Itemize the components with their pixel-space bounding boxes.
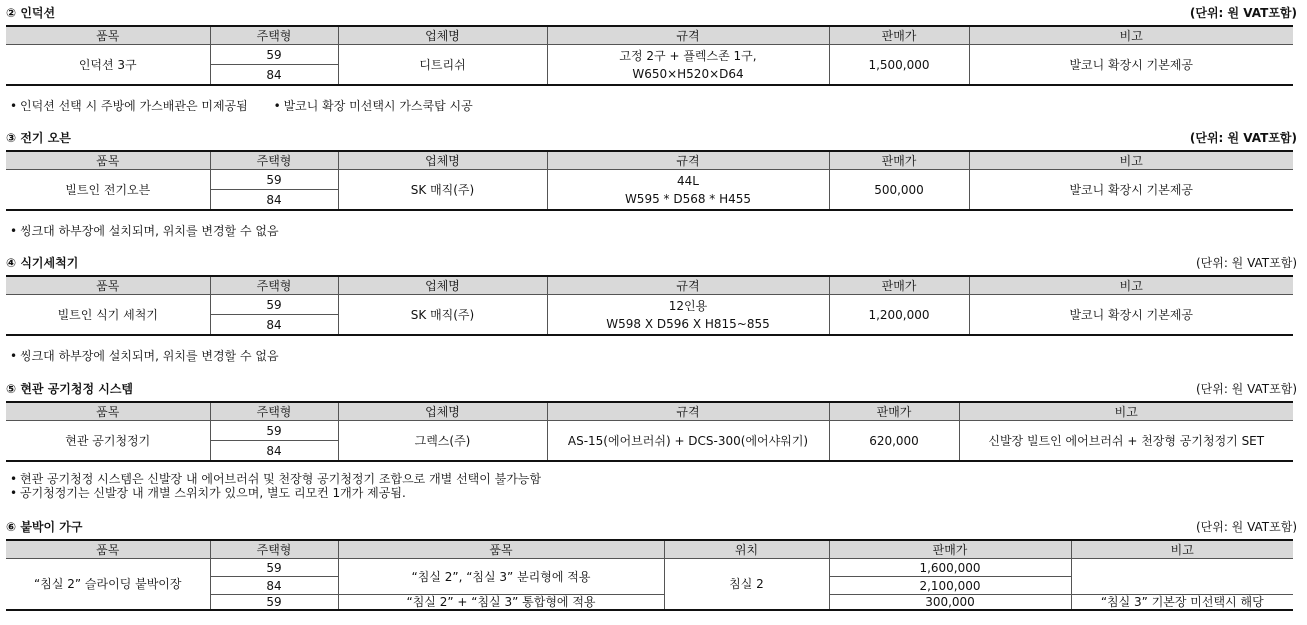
note-item — [10, 224, 279, 238]
unit-label: (단위: 원 VAT포함) — [1195, 255, 1297, 270]
col-header: 주택형 — [210, 276, 338, 295]
type-cell: 59 — [210, 170, 338, 190]
unit-label: (단위: 원 VAT포함) — [1195, 519, 1297, 534]
item-cell: 인덕션 3구 — [6, 45, 210, 86]
table-row — [6, 559, 1293, 577]
induction-table — [6, 25, 1293, 86]
spec-cell: AS-15(에어브러쉬) + DCS-300(에어샤워기) — [547, 421, 829, 462]
col-header: 품목 — [6, 151, 210, 170]
col-header: 비고 — [1071, 540, 1293, 559]
section-dishwasher-header — [6, 254, 1297, 270]
remark-cell — [1071, 559, 1293, 595]
price-cell: 620,000 — [829, 421, 959, 462]
table-header-row — [6, 151, 1293, 170]
section-oven-header — [6, 129, 1297, 145]
col-header: 규격 — [547, 26, 829, 45]
unit-label: (단위: 원 VAT포함) — [1195, 381, 1297, 396]
remark-cell: 신발장 빌트인 에어브러쉬 + 천장형 공기청정기 SET — [959, 421, 1293, 462]
section-airpurifier-header — [6, 380, 1297, 396]
table-row — [6, 421, 1293, 441]
col-header: 업체명 — [338, 276, 547, 295]
col-header: 비고 — [959, 402, 1293, 421]
item-cell: 빌트인 전기오븐 — [6, 170, 210, 211]
remark-cell: 발코니 확장시 기본제공 — [969, 45, 1293, 86]
section-notes — [10, 472, 541, 500]
note-text: 발코니 확장 미선택시 가스쿡탑 시공 — [283, 99, 473, 113]
type-cell: 59 — [210, 559, 338, 577]
spec-cell — [547, 295, 829, 336]
price-cell: 1,200,000 — [829, 295, 969, 336]
bullet-icon: • — [10, 224, 18, 238]
furniture-table — [6, 539, 1293, 611]
table-header-row — [6, 540, 1293, 559]
item-cell: “침실 2” 슬라이딩 붙박이장 — [6, 559, 210, 611]
col-header: 업체명 — [338, 26, 547, 45]
company-cell: 그렉스(주) — [338, 421, 547, 462]
col-header: 위치 — [664, 540, 829, 559]
airpurifier-table — [6, 401, 1293, 462]
section-induction-header — [6, 4, 1297, 20]
remark-cell: 발코니 확장시 기본제공 — [969, 170, 1293, 211]
col-header: 품목 — [338, 540, 664, 559]
type-cell: 84 — [210, 315, 338, 336]
note-item — [10, 99, 248, 113]
table-header-row — [6, 276, 1293, 295]
item-cell: 현관 공기청정기 — [6, 421, 210, 462]
type-cell: 84 — [210, 65, 338, 86]
spec-line: W598 X D596 X H815~855 — [606, 316, 770, 331]
type-cell: 84 — [210, 441, 338, 462]
col-header: 품목 — [6, 26, 210, 45]
table-header-row — [6, 402, 1293, 421]
company-cell: SK 매직(주) — [338, 170, 547, 211]
spec-cell — [547, 170, 829, 211]
spec-line: W650×H520×D64 — [632, 66, 744, 81]
table-row — [6, 170, 1293, 190]
unit-label: (단위: 원 VAT포함) — [1189, 130, 1297, 145]
note-text: 씽크대 하부장에 설치되며, 위치를 변경할 수 없음 — [20, 349, 279, 363]
note-item — [10, 486, 541, 500]
col-header: 판매가 — [829, 276, 969, 295]
bullet-icon: • — [10, 486, 18, 500]
section-title: ④ 식기세척기 — [6, 255, 79, 270]
col-header: 품목 — [6, 540, 210, 559]
section-notes — [10, 99, 495, 113]
type-cell: 59 — [210, 421, 338, 441]
spec-line: 44L — [677, 173, 699, 188]
col-header: 규격 — [547, 276, 829, 295]
col-header: 주택형 — [210, 540, 338, 559]
company-cell: SK 매직(주) — [338, 295, 547, 336]
location-cell: 침실 2 — [664, 559, 829, 611]
bullet-icon: • — [273, 99, 281, 113]
item-cell: 빌트인 식기 세척기 — [6, 295, 210, 336]
spec-line: 고정 2구 + 플렉스존 1구, — [619, 48, 757, 63]
col-header: 비고 — [969, 151, 1293, 170]
col-header: 비고 — [969, 276, 1293, 295]
note-item — [10, 472, 541, 486]
price-cell: 2,100,000 — [829, 577, 1071, 595]
col-header: 업체명 — [338, 402, 547, 421]
section-furniture-header — [6, 518, 1297, 534]
note-text: 씽크대 하부장에 설치되며, 위치를 변경할 수 없음 — [20, 224, 279, 238]
type-cell: 59 — [210, 295, 338, 315]
desc-cell: “침실 2” + “침실 3” 통합형에 적용 — [338, 595, 664, 611]
dishwasher-table — [6, 275, 1293, 336]
type-cell: 84 — [210, 577, 338, 595]
section-title: ③ 전기 오븐 — [6, 130, 71, 145]
col-header: 주택형 — [210, 151, 338, 170]
type-cell: 84 — [210, 190, 338, 211]
oven-table — [6, 150, 1293, 211]
note-item — [10, 349, 279, 363]
spec-line: 12인용 — [668, 298, 708, 313]
col-header: 판매가 — [829, 540, 1071, 559]
col-header: 주택형 — [210, 26, 338, 45]
bullet-icon: • — [10, 349, 18, 363]
unit-label: (단위: 원 VAT포함) — [1189, 5, 1297, 20]
section-title: ⑥ 붙박이 가구 — [6, 519, 83, 534]
price-cell: 1,500,000 — [829, 45, 969, 86]
remark-cell: 발코니 확장시 기본제공 — [969, 295, 1293, 336]
spec-line: W595 * D568 * H455 — [624, 191, 752, 206]
price-cell: 300,000 — [829, 595, 1071, 611]
type-cell: 59 — [210, 595, 338, 611]
col-header: 판매가 — [829, 402, 959, 421]
note-item — [274, 99, 473, 113]
price-cell: 500,000 — [829, 170, 969, 211]
type-cell: 59 — [210, 45, 338, 65]
col-header: 업체명 — [338, 151, 547, 170]
bullet-icon: • — [10, 472, 18, 486]
section-title: ⑤ 현관 공기청정 시스템 — [6, 381, 134, 396]
note-text: 현관 공기청정 시스템은 신발장 내 에어브러쉬 및 천장형 공기청정기 조합으로 개별 선택이 불가능함 — [20, 472, 542, 486]
price-cell: 1,600,000 — [829, 559, 1071, 577]
spec-cell — [547, 45, 829, 86]
remark-cell: “침실 3” 기본장 미선택시 해당 — [1071, 595, 1293, 611]
note-text: 공기청정기는 신발장 내 개별 스위치가 있으며, 별도 리모컨 1개가 제공됨. — [20, 486, 406, 500]
company-cell: 디트리쉬 — [338, 45, 547, 86]
note-text: 인덕션 선택 시 주방에 가스배관은 미제공됨 — [20, 99, 248, 113]
col-header: 품목 — [6, 402, 210, 421]
col-header: 비고 — [969, 26, 1293, 45]
col-header: 규격 — [547, 402, 829, 421]
section-title: ② 인덕션 — [6, 5, 56, 20]
col-header: 품목 — [6, 276, 210, 295]
table-header-row — [6, 26, 1293, 45]
bullet-icon: • — [10, 99, 18, 113]
table-row — [6, 295, 1293, 315]
table-row — [6, 45, 1293, 65]
section-notes — [10, 349, 301, 363]
col-header: 규격 — [547, 151, 829, 170]
col-header: 판매가 — [829, 151, 969, 170]
col-header: 주택형 — [210, 402, 338, 421]
col-header: 판매가 — [829, 26, 969, 45]
section-notes — [10, 224, 301, 238]
desc-cell: “침실 2”, “침실 3” 분리형에 적용 — [338, 559, 664, 595]
